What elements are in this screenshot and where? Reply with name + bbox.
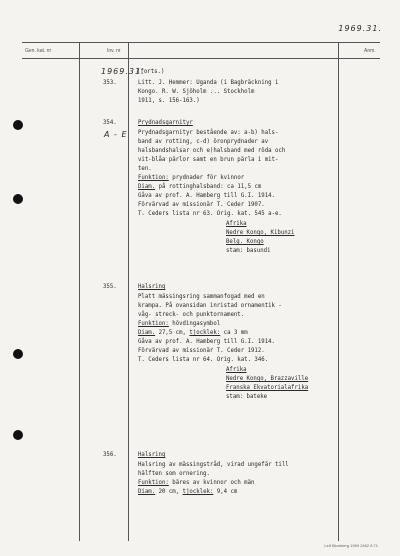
binder-hole [13, 430, 23, 440]
funktion-label: Funktion: [138, 321, 169, 327]
header-inv-nr: Inv. nr [107, 48, 121, 54]
column-divider [128, 42, 129, 541]
print-footer: Leif Blomberg 1969 2462 8 71 [324, 543, 378, 548]
dimension-line [138, 489, 237, 496]
entry-line: hälften som ornering. [138, 471, 210, 477]
entry-line: vit-blåa pärlor samt en brun pärla i mit- [138, 157, 279, 163]
thickness-value: ca 3 mm [223, 330, 248, 336]
binder-hole [13, 120, 23, 130]
entry-line: 1911, s. 156-163.) [138, 98, 200, 104]
funktion-value: prydnader för kvinnor [172, 175, 245, 181]
dimension-line [138, 330, 248, 337]
funktion-line [138, 480, 254, 487]
entry-line: halsbandshalsar och e)halsband med röda och [138, 148, 286, 154]
entry-cont-note: (forts.) [137, 69, 165, 75]
entry-line: våg- streck- och punktornament. [138, 312, 245, 318]
geo-region: Nedre Kongo, Kibunzi [226, 230, 295, 236]
dimension-label: Diam. [138, 489, 156, 495]
column-divider [338, 42, 339, 541]
dimension-value: på rottinghalsband: ca 11,5 cm [158, 184, 262, 190]
entry-line: Kongo. R. W. Sjöholm ... Stockholm [138, 89, 255, 95]
entry-line: Prydnadsgarnityr bestående av: a-b) hals- [138, 130, 279, 136]
entry-line: ten. [138, 166, 152, 172]
handwritten-letter-range: A - E [104, 130, 128, 139]
geo-country: Franska Ekvatorialafrika [226, 385, 309, 391]
geo-tribe: stam: basundi [226, 248, 271, 254]
entry-line: Halsring av mässingstråd, virad ungefär till [138, 462, 289, 468]
thickness-label: tjocklek: [189, 330, 221, 336]
funktion-label: Funktion: [138, 175, 169, 181]
entry-ref: 1969.31. [101, 67, 145, 76]
inv-number: 355. [103, 284, 117, 290]
header-gen-kat-nr: Gen. kat. nr [25, 48, 52, 54]
binder-hole [13, 194, 23, 204]
entry-title: Prydnadsgarnityr [138, 120, 193, 126]
geo-continent: Afrika [226, 221, 247, 227]
entry-line: krampa. På ovansidan inristad ornamentik - [138, 303, 282, 309]
funktion-line [138, 175, 244, 182]
entry-title: Halsring [138, 284, 166, 290]
binder-hole [13, 349, 23, 359]
entry-line: Litt. J. Hemmer: Uganda (i Bagbräckning i [138, 80, 279, 86]
dimension-label: Diam. [138, 330, 156, 336]
dimension-label: Diam. [138, 184, 156, 190]
inv-number: 356. [103, 452, 117, 458]
entry-line: T. Ceders lista nr 63. Orig. kat. 545 a-e. [138, 211, 282, 217]
entry-title: Halsring [138, 452, 166, 458]
column-divider [79, 42, 80, 541]
entry-line: band av rotting, c-d) öronprydnader av [138, 139, 269, 145]
inv-number: 353. [103, 80, 117, 86]
dimension-value: 20 cm, [158, 489, 180, 495]
entry-line: Förvärvad av missionär T. Ceder 1912. [138, 348, 265, 354]
thickness-label: tjocklek: [182, 489, 214, 495]
entry-line: Platt mässingsring sammanfogad med en [138, 294, 265, 300]
entry-line: Gåva av prof. A. Hamberg till G.I. 1914. [138, 193, 275, 199]
table-header [22, 42, 380, 59]
entry-line: Gåva av prof. A. Hamberg till G.I. 1914. [138, 339, 275, 345]
header-anm: Anm. [364, 48, 376, 54]
entry-line: T. Ceders lista nr 64. Orig. kat. 346. [138, 357, 269, 363]
funktion-value: hövdingasymbol [172, 321, 221, 327]
dimension-line [138, 184, 261, 191]
geo-country: Belg. Kongo [226, 239, 264, 245]
geo-tribe: stam: bateke [226, 394, 268, 400]
entry-line: Förvärvad av missionär T. Ceder 1907. [138, 202, 265, 208]
geo-continent: Afrika [226, 367, 247, 373]
dimension-value: 27,5 cm, [158, 330, 186, 336]
inv-number: 354. [103, 120, 117, 126]
funktion-label: Funktion: [138, 480, 169, 486]
funktion-value: bäres av kvinnor och män [172, 480, 255, 486]
funktion-line [138, 321, 220, 328]
page-number: 1969.31. [338, 24, 382, 33]
thickness-value: 9,4 cm [216, 489, 238, 495]
geo-region: Nedre Kongo, Brazzaville [226, 376, 309, 382]
